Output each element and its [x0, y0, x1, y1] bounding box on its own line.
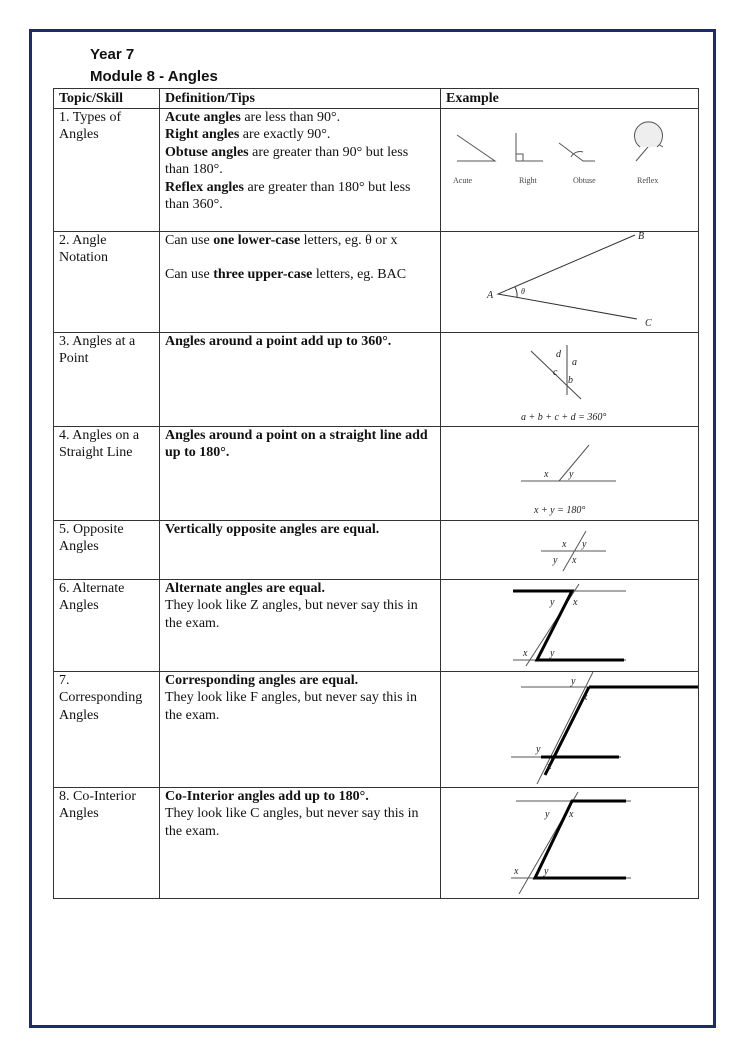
label-y-bottom: y	[550, 647, 555, 659]
def-text: letters, eg. BAC	[312, 267, 407, 282]
label-y-top: y	[550, 596, 555, 608]
table-row	[54, 108, 699, 231]
table-row	[54, 671, 699, 787]
definition-cell	[160, 426, 441, 520]
label-x-bottom: x	[547, 760, 552, 772]
topic-cell: 5. Opposite Angles	[54, 520, 160, 579]
label-y-top: y	[545, 808, 550, 820]
def-text: Can use	[165, 232, 214, 248]
example-cell	[441, 231, 699, 332]
table-row	[54, 787, 699, 898]
table-row	[54, 231, 699, 332]
table-row	[54, 520, 699, 579]
angles-at-point-diagram	[441, 333, 699, 426]
header-example: Example	[441, 89, 699, 109]
def-text: They look like Z angles, but never say this in the exam.	[165, 598, 418, 631]
example-cell	[441, 520, 699, 579]
def-bold: Angles around a point add up to 360°.	[165, 333, 392, 349]
def-bold: Vertically opposite angles are equal.	[165, 521, 380, 537]
def-text: Can use	[165, 267, 214, 282]
label-x-lower: x	[572, 554, 577, 566]
module-heading: Module 8 - Angles	[90, 68, 218, 85]
def-text: are greater than 90° but less than 180°.	[165, 144, 409, 177]
label-theta: θ	[521, 286, 525, 296]
label-x: x	[544, 468, 549, 480]
header-row	[54, 89, 699, 109]
example-cell	[441, 426, 699, 520]
def-bold: Angles around a point on a straight line add up to 180°.	[165, 427, 428, 460]
def-text: are exactly 90°.	[239, 127, 331, 142]
label-c: c	[553, 366, 558, 378]
definition-cell	[160, 520, 441, 579]
year-heading: Year 7	[90, 46, 135, 63]
def-bold: Corresponding angles are equal.	[165, 672, 359, 688]
def-text: They look like C angles, but never say this in the exam.	[165, 806, 419, 839]
corresponding-angles-diagram	[441, 672, 699, 787]
label-y-bottom: y	[536, 743, 541, 755]
def-bold: Acute angles	[165, 109, 241, 125]
def-bold: Obtuse angles	[165, 144, 249, 160]
def-text: are greater than 180° but less than 360°.	[165, 179, 411, 212]
label-x-top: x	[569, 808, 574, 820]
label-acute: Acute	[453, 175, 473, 185]
topic-cell: 1. Types of Angles	[54, 108, 160, 231]
example-cell	[441, 579, 699, 671]
topic-cell: 2. Angle Notation	[54, 231, 160, 332]
label-y-bottom: y	[544, 865, 549, 877]
def-text: are less than 90°.	[240, 109, 341, 125]
example-cell	[441, 332, 699, 426]
angle-types-diagram	[441, 109, 699, 231]
label-d: d	[556, 348, 561, 360]
topic-cell: 8. Co-Interior Angles	[54, 787, 160, 898]
definition-cell	[160, 787, 441, 898]
def-bold: Reflex angles	[165, 179, 244, 195]
definition-cell	[160, 671, 441, 787]
definition-cell	[160, 108, 441, 231]
table-row	[54, 332, 699, 426]
opposite-angles-diagram	[441, 521, 699, 579]
definition-cell	[160, 231, 441, 332]
def-bold: three upper-case	[213, 267, 313, 282]
table-row	[54, 579, 699, 671]
label-reflex: Reflex	[637, 175, 659, 185]
straight-line-diagram	[441, 427, 699, 520]
co-interior-angles-diagram	[441, 788, 699, 898]
label-x-top: x	[573, 596, 578, 608]
label-a: a	[572, 356, 577, 368]
def-bold: Co-Interior angles add up to 180°.	[165, 788, 369, 804]
def-bold: Right angles	[165, 127, 240, 142]
table-row	[54, 426, 699, 520]
example-cell	[441, 108, 699, 231]
label-B: B	[638, 231, 645, 242]
equation: a + b + c + d = 360°	[521, 411, 607, 423]
label-y-top: y	[571, 675, 576, 687]
topic-cell: 6. Alternate Angles	[54, 579, 160, 671]
header-definition: Definition/Tips	[160, 89, 441, 109]
topic-cell: 7. Corresponding Angles	[54, 671, 160, 787]
label-C: C	[645, 317, 652, 329]
example-cell	[441, 787, 699, 898]
definition-cell	[160, 332, 441, 426]
angle-notation-diagram	[441, 232, 699, 332]
equation: x + y = 180°	[534, 504, 586, 516]
label-obtuse: Obtuse	[573, 175, 596, 185]
label-y: y	[582, 538, 587, 550]
topic-cell: 3. Angles at a Point	[54, 332, 160, 426]
def-text: letters, eg. θ or x	[300, 232, 398, 248]
label-right: Right	[519, 175, 537, 185]
label-y: y	[569, 468, 574, 480]
def-bold: one lower-case	[213, 232, 301, 248]
example-cell	[441, 671, 699, 787]
angles-table	[53, 88, 699, 899]
topic-cell: 4. Angles on a Straight Line	[54, 426, 160, 520]
header-topic: Topic/Skill	[54, 89, 160, 109]
label-x-bottom: x	[514, 865, 519, 877]
alternate-angles-diagram	[441, 580, 699, 671]
def-bold: Alternate angles are equal.	[165, 580, 325, 596]
label-x: x	[562, 538, 567, 550]
label-A: A	[487, 289, 494, 301]
def-text: They look like F angles, but never say this in the exam.	[165, 690, 417, 723]
label-b: b	[568, 374, 573, 386]
definition-cell	[160, 579, 441, 671]
label-x-top: x	[583, 691, 588, 703]
label-x-bottom: x	[523, 647, 528, 659]
label-y-lower: y	[553, 554, 558, 566]
